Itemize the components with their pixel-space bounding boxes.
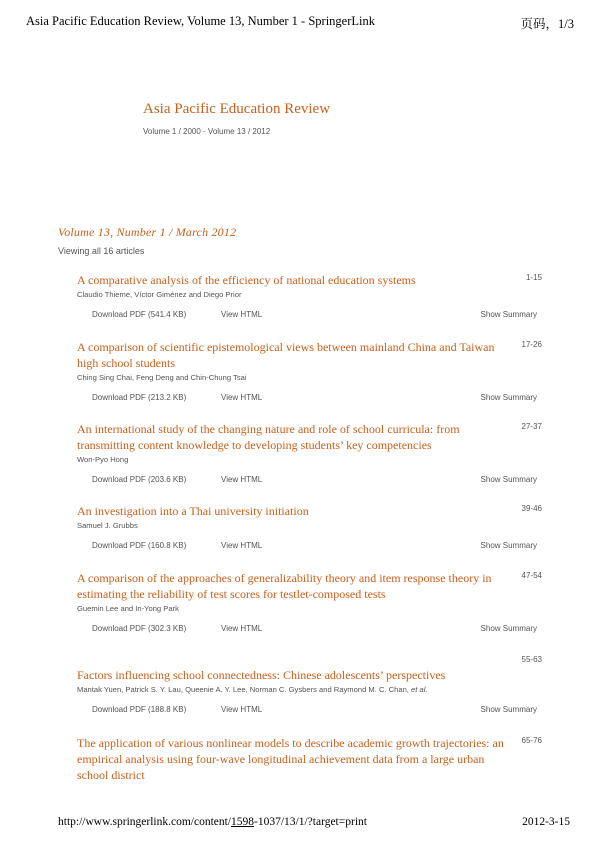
print-footer-date: 2012-3-15 [522,816,570,828]
print-header [26,14,574,34]
print-page-indicator: 页码，1/3 [520,17,574,31]
show-summary-link[interactable]: Show Summary [480,541,537,550]
article-item [77,503,547,553]
article-page-range: 65-76 [521,736,542,745]
article-authors: Samuel J. Grubbs [77,521,138,530]
article-authors: Ching Sing Chai, Feng Deng and Chin-Chung Tsai [77,373,247,382]
article-page-range: 47-54 [521,571,542,580]
article-page-range: 39-46 [521,504,542,513]
article-authors: Claudio Thieme, Víctor Giménez and Diego Prior [77,290,242,299]
print-header-title: Asia Pacific Education Review, Volume 13, Number 1 - SpringerLink [26,14,376,28]
article-page-range: 17-26 [521,340,542,349]
show-summary-link[interactable]: Show Summary [480,624,537,633]
article-page-range: 55-63 [521,655,542,664]
article-title-link[interactable]: Factors influencing school connectedness: Chinese adolescents’ perspectives [77,668,446,682]
article-actions [77,705,547,717]
article-item [77,655,547,717]
article-title-link[interactable]: An international study of the changing nature and role of school curricula: from transmitting content knowledge to developing students’ key competencies [77,422,460,452]
download-pdf-link[interactable]: Download PDF (213.2 KB) [92,393,187,402]
article-page-range: 1-15 [525,273,542,282]
article-actions [77,475,547,487]
article-title-link[interactable]: The application of various nonlinear models to describe academic growth trajectories: an empirical analysis using four-wave longitudinal achievement data from a large urban school district [77,736,504,782]
show-summary-link[interactable]: Show Summary [480,393,537,402]
download-pdf-link[interactable]: Download PDF (203.6 KB) [92,475,187,484]
journal-volume-range: Volume 1 / 2000 - Volume 13 / 2012 [143,127,271,136]
download-pdf-link[interactable]: Download PDF (541.4 KB) [92,310,187,319]
article-authors: Guemin Lee and In-Yong Park [77,604,179,613]
url-rest: -1037/13/1/?target=print [254,816,367,828]
article-item [77,272,547,322]
article-actions [77,541,547,553]
show-summary-link[interactable]: Show Summary [480,705,537,714]
article-count: Viewing all 16 articles [58,246,145,256]
download-pdf-link[interactable]: Download PDF (160.8 KB) [92,541,187,550]
article-item [77,570,547,636]
article-title-link[interactable]: A comparison of the approaches of generalizability theory and item response theory in estimating the reliability of test scores for testlet-composed tests [77,571,492,601]
article-title-link[interactable]: A comparative analysis of the efficiency of national education systems [77,273,416,287]
view-html-link[interactable]: View HTML [221,475,263,484]
url-prefix: http://www.springerlink.com/content/ [58,816,232,828]
article-item [77,735,547,783]
print-footer-url [58,816,367,828]
article-item [77,339,547,405]
article-title-link[interactable]: An investigation into a Thai university initiation [77,504,309,518]
view-html-link[interactable]: View HTML [221,310,263,319]
article-authors: Won-Pyo Hong [77,455,129,464]
article-authors [77,685,547,694]
article-actions [77,393,547,405]
view-html-link[interactable]: View HTML [221,393,263,402]
view-html-link[interactable]: View HTML [221,541,263,550]
download-pdf-link[interactable]: Download PDF (302.3 KB) [92,624,187,633]
url-underlined: 1598 [231,816,255,828]
journal-title[interactable]: Asia Pacific Education Review [143,101,331,117]
show-summary-link[interactable]: Show Summary [480,310,537,319]
view-html-link[interactable]: View HTML [221,705,263,714]
article-actions [77,310,547,322]
article-title-link[interactable]: A comparison of scientific epistemological views between mainland China and Taiwan high school students [77,340,495,370]
article-authors-et-al: et al. [411,685,428,694]
download-pdf-link[interactable]: Download PDF (188.8 KB) [92,705,187,714]
issue-heading: Volume 13, Number 1 / March 2012 [58,225,237,239]
show-summary-link[interactable]: Show Summary [480,475,537,484]
article-page-range: 27-37 [521,422,542,431]
print-footer [58,816,570,832]
article-item [77,421,547,487]
article-actions [77,624,547,636]
article-authors-names: Mantak Yuen, Patrick S. Y. Lau, Queenie A. Y. Lee, Norman C. Gysbers and Raymond M. C. Chan, [77,685,412,694]
view-html-link[interactable]: View HTML [221,624,263,633]
